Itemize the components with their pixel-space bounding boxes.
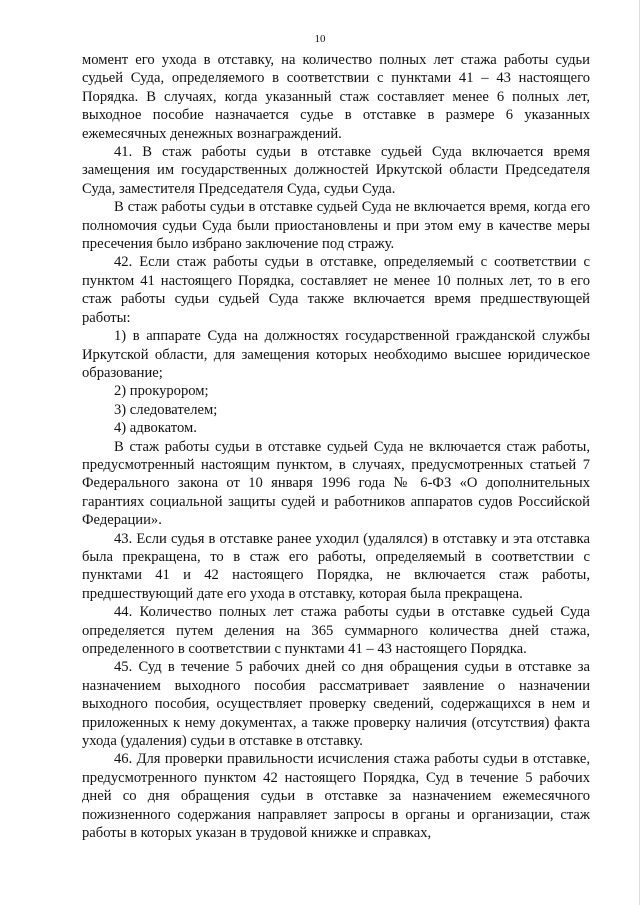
page-number: 10	[314, 33, 326, 45]
paragraph-46: 46. Для проверки правильности исчисления стажа работы судьи в отставке, предусмотренного пунктом 42 настоящего Порядка, Суд в течение 5 рабочих дней со дня обращения судьи в отставке за назначением ежемесячного пожизненного содержания направляет запросы в органы и организации, стаж работы в которых указан в трудовой книжке и справках,	[82, 751, 590, 842]
list-item-4: 4) адвокатом.	[114, 420, 197, 437]
paragraph-41-exclusion: В стаж работы судьи в отставке судьей Суда не включается время, когда его полномочия судьи Суда были приостановлены и при этом ему в качестве меры пресечения было избрано заключение под стражу.	[82, 199, 590, 253]
list-item-3: 3) следователем;	[114, 401, 218, 418]
paragraph-42: 42. Если стаж работы судьи в отставке, определяемый с соответствии с пунктом 41 настоящего Порядка, составляет не менее 10 полных лет, то в его стаж работы судьи судьей Суда также включается время предшествующей работы:	[82, 254, 590, 326]
paragraph-42-exclusion: В стаж работы судьи в отставке судьей Суда не включается стаж работы, предусмотренный настоящим пунктом, в случаях, предусмотренных статьей 7 Федерального закона от 10 января 1996 года № 6-ФЗ «О дополнительных гарантиях социальной защиты судей и работников аппаратов судов Российской Федерации».	[82, 438, 590, 529]
paragraph-45: 45. Суд в течение 5 рабочих дней со дня обращения судьи в отставке за назначением выходного пособия рассматривает заявление о назначении выходного пособия, осуществляет проверку сведений, содержащихся в нем и приложенных к нему документах, а также проверку наличия (отсутствия) факта ухода (удаления) судьи в отставке в отставку.	[82, 659, 590, 750]
paragraph-continuation: момент его ухода в отставку, на количество полных лет стажа работы судьи судьей Суда, определяемого в соответствии с пунктами 41 – 43 настоящего Порядка. В случаях, когда указанный стаж составляет менее 6 полных лет, выходное пособие назначается судье в отставке в размере 6 указанных ежемесячных денежных вознаграждений.	[82, 52, 590, 142]
list-item-2: 2) прокурором;	[114, 383, 209, 400]
paragraph-44: 44. Количество полных лет стажа работы судьи в отставке судьей Суда определяется путем деления на 365 суммарного количества дней стажа, определенного в соответствии с пунктами 41 – 43 настоящего Порядка.	[82, 604, 590, 657]
paragraph-41: 41. В стаж работы судьи в отставке судьей Суда включается время замещения им государственных должностей Иркутской области Председателя Суда, заместителя Председателя Суда, судьи Суда.	[82, 144, 590, 197]
document-body	[82, 51, 590, 842]
list-item-1: 1) в аппарате Суда на должностях государственной гражданской службы Иркутской области, для замещения которых необходимо высшее юридическое образование;	[82, 328, 590, 381]
paragraph-43: 43. Если судья в отставке ранее уходил (удалялся) в отставку и эта отставка была прекращена, то в стаж его работы, определяемый в соответствии с пунктами 41 и 42 настоящего Порядка, не включается стаж работы, предшествующий дате его ухода в отставку, которая была прекращена.	[82, 530, 590, 602]
